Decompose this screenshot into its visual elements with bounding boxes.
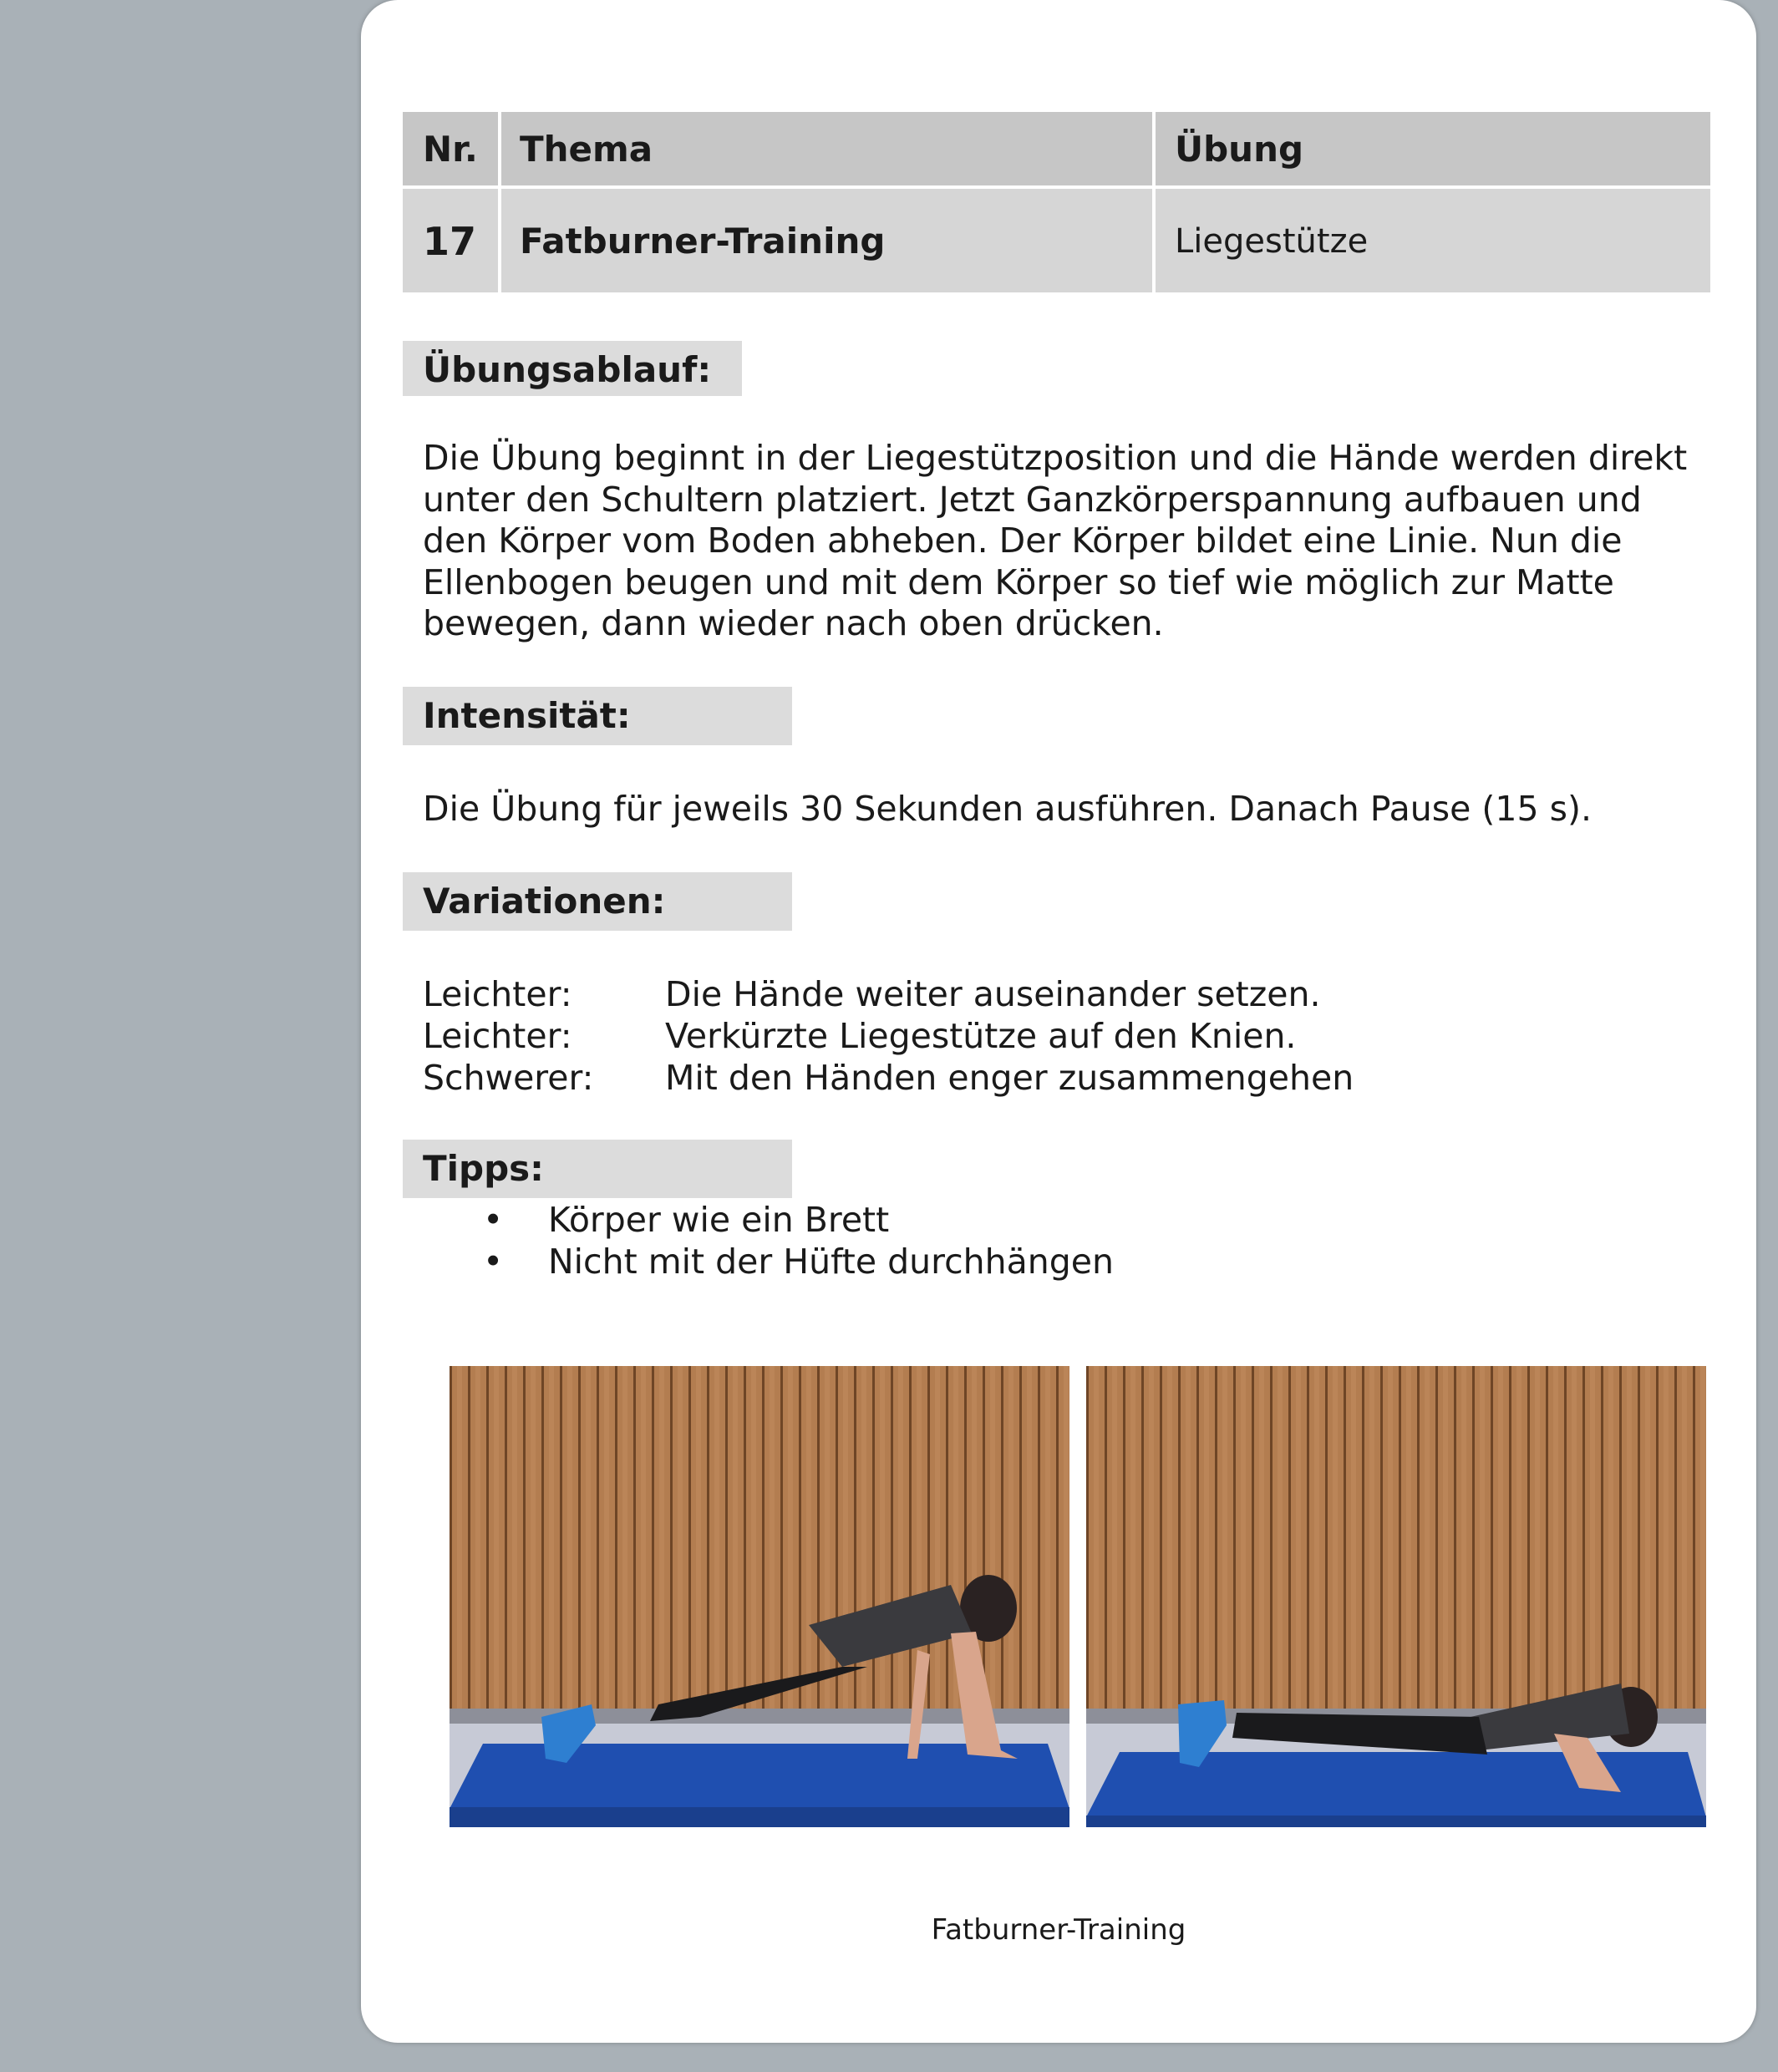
section-label-intensitaet [403, 687, 792, 745]
variation-text: Die Hände weiter auseinander setzen. [665, 974, 1321, 1014]
footer-title: Fatburner-Training [931, 1913, 1186, 1947]
table-divider [498, 112, 501, 292]
text-line: unter den Schultern platziert. Jetzt Ganzkörperspannung aufbauen und [423, 479, 1642, 520]
section-title: Tipps: [423, 1148, 544, 1189]
photo-pushup-up-image [450, 1366, 1069, 1827]
header-uebung: Übung [1175, 129, 1304, 170]
exercise-card [361, 0, 1756, 2043]
text-line: den Körper vom Boden abheben. Der Körper bildet eine Linie. Nun die [423, 521, 1623, 561]
ablauf-text [423, 438, 1726, 645]
exercise-number: 17 [423, 219, 477, 264]
table-divider [1152, 112, 1156, 292]
exercise-topic: Fatburner-Training [520, 221, 886, 262]
section-title: Variationen: [423, 881, 666, 922]
text-line: bewegen, dann wieder nach oben drücken. [423, 603, 1164, 643]
intensitaet-text: Die Übung für jeweils 30 Sekunden ausführen. Danach Pause (15 s). [423, 789, 1592, 829]
variation-text: Verkürzte Liegestütze auf den Knien. [665, 1016, 1297, 1056]
bullet-icon: • [483, 1200, 504, 1240]
bullet-icon: • [483, 1242, 504, 1282]
header-nr: Nr. [423, 129, 478, 170]
section-label-ablauf [403, 341, 742, 396]
variation-text: Mit den Händen enger zusammengehen [665, 1058, 1354, 1098]
text-line: Die Übung beginnt in der Liegestützposition und die Hände werden direkt [423, 438, 1688, 478]
photo-pushup-up [450, 1366, 1069, 1827]
table-divider [403, 185, 1710, 189]
section-title: Intensität: [423, 695, 631, 736]
variation-level: Schwerer: [423, 1058, 594, 1098]
section-label-variationen [403, 872, 792, 931]
header-thema: Thema [520, 129, 653, 170]
tip-text: Nicht mit der Hüfte durchhängen [548, 1242, 1114, 1282]
tip-text: Körper wie ein Brett [548, 1200, 890, 1240]
section-label-tipps [403, 1140, 792, 1198]
photo-pushup-down-image [1086, 1366, 1706, 1827]
text-line: Ellenbogen beugen und mit dem Körper so tief wie möglich zur Matte [423, 561, 1614, 602]
variation-level: Leichter: [423, 974, 572, 1014]
variation-level: Leichter: [423, 1016, 572, 1056]
photo-pushup-down [1086, 1366, 1706, 1827]
exercise-name: Liegestütze [1175, 222, 1369, 261]
section-title: Übungsablauf: [423, 349, 712, 390]
